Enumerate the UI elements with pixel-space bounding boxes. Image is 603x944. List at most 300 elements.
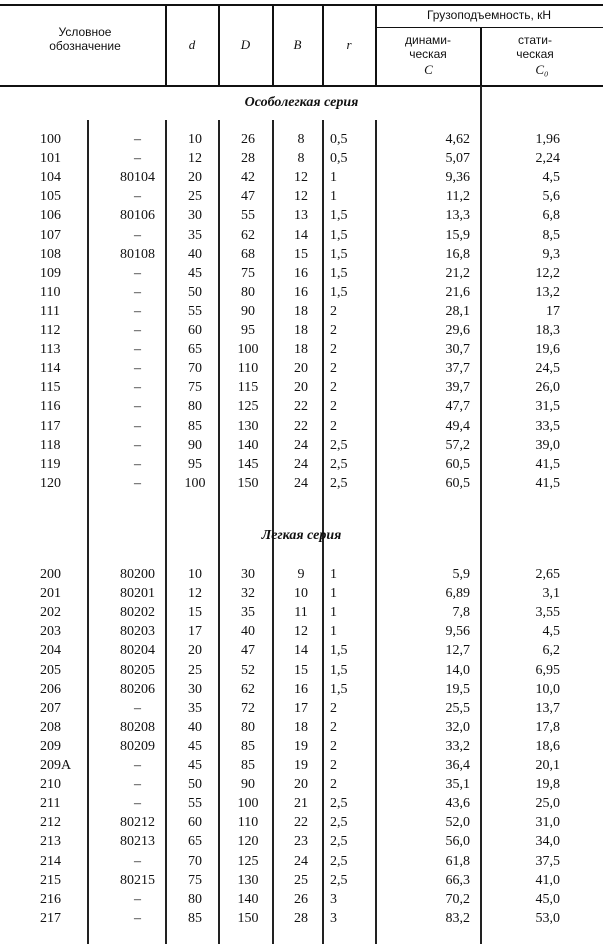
alt-designation-cell: – bbox=[134, 418, 141, 434]
static-C0-cell: 20,1 bbox=[535, 758, 560, 773]
d-cell: 70 bbox=[188, 361, 202, 377]
d-cell: 20 bbox=[188, 643, 202, 659]
static-C0-cell: 3,1 bbox=[542, 586, 560, 602]
static-C0-cell: 39,0 bbox=[535, 437, 560, 453]
d-cell: 45 bbox=[188, 758, 202, 773]
dynamic-C-cell: 16,8 bbox=[445, 246, 470, 262]
B-cell: 19 bbox=[294, 738, 308, 754]
alt-designation-cell: – bbox=[134, 758, 141, 773]
designation-cell: 104 bbox=[40, 170, 61, 186]
r-cell: 2 bbox=[330, 323, 337, 338]
header-D: D bbox=[240, 37, 251, 52]
d-cell: 95 bbox=[188, 456, 202, 472]
alt-designation-cell: – bbox=[134, 189, 141, 205]
D-cell: 30 bbox=[241, 567, 255, 582]
dynamic-C-cell: 25,5 bbox=[445, 700, 470, 716]
B-cell: 21 bbox=[294, 796, 308, 812]
dynamic-C-cell: 36,4 bbox=[445, 758, 470, 773]
r-cell: 2,5 bbox=[330, 815, 348, 831]
static-C0-cell: 26,0 bbox=[535, 380, 560, 396]
B-cell: 12 bbox=[294, 624, 308, 640]
D-cell: 75 bbox=[241, 265, 255, 281]
D-cell: 140 bbox=[237, 891, 259, 907]
dynamic-C-cell: 60,5 bbox=[445, 475, 470, 491]
header-dynamic-symbol: C bbox=[424, 62, 433, 77]
B-cell: 14 bbox=[294, 643, 308, 659]
B-cell: 24 bbox=[294, 475, 308, 491]
static-C0-cell: 34,0 bbox=[535, 834, 560, 850]
D-cell: 100 bbox=[237, 342, 259, 358]
table-row bbox=[0, 909, 603, 928]
header-d: d bbox=[188, 37, 196, 52]
header-capacity: Грузоподъемность, кН bbox=[426, 8, 552, 22]
r-cell: 1 bbox=[330, 567, 337, 582]
dynamic-C-cell: 47,7 bbox=[445, 399, 470, 415]
D-cell: 85 bbox=[241, 758, 255, 773]
designation-cell: 101 bbox=[40, 151, 61, 167]
D-cell: 100 bbox=[237, 796, 259, 812]
d-cell: 25 bbox=[188, 189, 202, 205]
B-cell: 23 bbox=[294, 834, 308, 850]
d-cell: 12 bbox=[188, 151, 202, 167]
B-cell: 20 bbox=[294, 380, 308, 396]
dynamic-C-cell: 14,0 bbox=[445, 662, 470, 678]
alt-designation-cell: – bbox=[134, 361, 141, 377]
r-cell: 2,5 bbox=[330, 872, 348, 888]
designation-cell: 209 bbox=[40, 738, 61, 754]
d-cell: 10 bbox=[188, 132, 202, 147]
header-col-line-6 bbox=[480, 27, 482, 86]
B-cell: 16 bbox=[294, 284, 308, 300]
designation-cell: 112 bbox=[40, 323, 61, 338]
d-cell: 85 bbox=[188, 910, 202, 926]
B-cell: 20 bbox=[294, 777, 308, 793]
alt-designation-cell: – bbox=[134, 700, 141, 716]
alt-designation-cell: – bbox=[134, 777, 141, 793]
dynamic-C-cell: 39,7 bbox=[445, 380, 470, 396]
designation-cell: 113 bbox=[40, 342, 61, 358]
table-row bbox=[0, 775, 603, 794]
B-cell: 13 bbox=[294, 208, 308, 224]
table-row bbox=[0, 168, 603, 187]
B-cell: 16 bbox=[294, 265, 308, 281]
B-cell: 24 bbox=[294, 437, 308, 453]
D-cell: 110 bbox=[237, 361, 259, 377]
r-cell: 2 bbox=[330, 738, 337, 754]
dynamic-C-cell: 11,2 bbox=[446, 189, 470, 205]
B-cell: 18 bbox=[294, 303, 308, 319]
header-bottom-rule bbox=[0, 85, 603, 87]
designation-cell: 205 bbox=[40, 662, 61, 678]
dynamic-C-cell: 12,7 bbox=[445, 643, 470, 659]
designation-cell: 108 bbox=[40, 246, 61, 262]
dynamic-C-cell: 29,6 bbox=[445, 323, 470, 338]
table-row bbox=[0, 699, 603, 718]
r-cell: 3 bbox=[330, 910, 337, 926]
static-C0-cell: 2,65 bbox=[535, 567, 560, 582]
B-cell: 20 bbox=[294, 361, 308, 377]
D-cell: 150 bbox=[237, 475, 259, 491]
D-cell: 47 bbox=[241, 189, 255, 205]
designation-cell: 109 bbox=[40, 265, 61, 281]
d-cell: 12 bbox=[188, 586, 202, 602]
D-cell: 85 bbox=[241, 738, 255, 754]
r-cell: 1,5 bbox=[330, 208, 348, 224]
d-cell: 30 bbox=[188, 681, 202, 697]
D-cell: 28 bbox=[241, 151, 255, 167]
table-row bbox=[0, 302, 603, 321]
r-cell: 2,5 bbox=[330, 853, 348, 869]
d-cell: 85 bbox=[188, 418, 202, 434]
d-cell: 60 bbox=[188, 815, 202, 831]
static-C0-cell: 24,5 bbox=[535, 361, 560, 377]
d-cell: 80 bbox=[188, 399, 202, 415]
dynamic-C-cell: 6,89 bbox=[445, 586, 470, 602]
table-row bbox=[0, 832, 603, 851]
B-cell: 15 bbox=[294, 246, 308, 262]
static-C0-cell: 6,95 bbox=[535, 662, 560, 678]
table-row bbox=[0, 890, 603, 909]
table-row bbox=[0, 264, 603, 283]
d-cell: 70 bbox=[188, 853, 202, 869]
header-B: B bbox=[293, 37, 302, 52]
designation-cell: 206 bbox=[40, 681, 61, 697]
table-row bbox=[0, 737, 603, 756]
D-cell: 62 bbox=[241, 681, 255, 697]
alt-designation-cell: – bbox=[134, 284, 141, 300]
designation-cell: 200 bbox=[40, 567, 61, 582]
dynamic-C-cell: 70,2 bbox=[445, 891, 470, 907]
static-C0-cell: 6,8 bbox=[542, 208, 560, 224]
d-cell: 75 bbox=[188, 380, 202, 396]
static-C0-cell: 17,8 bbox=[535, 719, 560, 735]
d-cell: 90 bbox=[188, 437, 202, 453]
dynamic-C-cell: 83,2 bbox=[445, 910, 470, 926]
B-cell: 16 bbox=[294, 681, 308, 697]
d-cell: 40 bbox=[188, 246, 202, 262]
alt-designation-cell: 80209 bbox=[120, 738, 155, 754]
r-cell: 2,5 bbox=[330, 475, 348, 491]
header-static-label: стати-ческая bbox=[516, 33, 554, 61]
r-cell: 1 bbox=[330, 624, 337, 640]
D-cell: 68 bbox=[241, 246, 255, 262]
table-row bbox=[0, 794, 603, 813]
static-C0-cell: 4,5 bbox=[542, 624, 560, 640]
table-row bbox=[0, 852, 603, 871]
r-cell: 1,5 bbox=[330, 643, 348, 659]
static-C0-cell: 5,6 bbox=[542, 189, 560, 205]
alt-designation-cell: – bbox=[134, 323, 141, 338]
d-cell: 10 bbox=[188, 567, 202, 582]
designation-cell: 209A bbox=[40, 758, 72, 773]
table-row bbox=[0, 417, 603, 436]
table-row bbox=[0, 565, 603, 584]
r-cell: 2 bbox=[330, 777, 337, 793]
designation-cell: 115 bbox=[40, 380, 61, 396]
designation-cell: 210 bbox=[40, 777, 61, 793]
D-cell: 120 bbox=[237, 834, 259, 850]
alt-designation-cell: 80204 bbox=[120, 643, 155, 659]
alt-designation-cell: 80104 bbox=[120, 170, 155, 186]
alt-designation-cell: – bbox=[134, 265, 141, 281]
B-cell: 22 bbox=[294, 418, 308, 434]
series-title: Легкая серия bbox=[261, 528, 342, 543]
B-cell: 24 bbox=[294, 853, 308, 869]
alt-designation-cell: 80205 bbox=[120, 662, 155, 678]
alt-designation-cell: – bbox=[134, 853, 141, 869]
r-cell: 2 bbox=[330, 758, 337, 773]
static-C0-cell: 13,7 bbox=[535, 700, 560, 716]
table-row bbox=[0, 474, 603, 493]
B-cell: 12 bbox=[294, 170, 308, 186]
r-cell: 2,5 bbox=[330, 456, 348, 472]
static-C0-cell: 53,0 bbox=[535, 910, 560, 926]
r-cell: 2 bbox=[330, 399, 337, 415]
static-C0-cell: 33,5 bbox=[535, 418, 560, 434]
r-cell: 2,5 bbox=[330, 437, 348, 453]
table-row bbox=[0, 321, 603, 340]
static-C0-cell: 1,96 bbox=[535, 132, 560, 147]
B-cell: 11 bbox=[294, 605, 308, 621]
series-title: Особолегкая серия bbox=[244, 95, 359, 110]
B-cell: 19 bbox=[294, 758, 308, 773]
d-cell: 17 bbox=[188, 624, 202, 640]
r-cell: 0,5 bbox=[330, 132, 348, 147]
r-cell: 0,5 bbox=[330, 151, 348, 167]
r-cell: 1,5 bbox=[330, 246, 348, 262]
d-cell: 55 bbox=[188, 303, 202, 319]
alt-designation-cell: 80206 bbox=[120, 681, 155, 697]
designation-cell: 207 bbox=[40, 700, 61, 716]
B-cell: 10 bbox=[294, 586, 308, 602]
D-cell: 150 bbox=[237, 910, 259, 926]
static-C0-cell: 41,5 bbox=[535, 475, 560, 491]
D-cell: 145 bbox=[237, 456, 259, 472]
alt-designation-cell: – bbox=[134, 151, 141, 167]
d-cell: 30 bbox=[188, 208, 202, 224]
dynamic-C-cell: 30,7 bbox=[445, 342, 470, 358]
r-cell: 2 bbox=[330, 380, 337, 396]
D-cell: 55 bbox=[241, 208, 255, 224]
static-C0-cell: 31,0 bbox=[535, 815, 560, 831]
r-cell: 1 bbox=[330, 189, 337, 205]
D-cell: 80 bbox=[241, 284, 255, 300]
d-cell: 50 bbox=[188, 777, 202, 793]
alt-designation-cell: 80212 bbox=[120, 815, 155, 831]
static-C0-cell: 37,5 bbox=[535, 853, 560, 869]
designation-cell: 105 bbox=[40, 189, 61, 205]
static-C0-cell: 19,8 bbox=[535, 777, 560, 793]
static-C0-cell: 13,2 bbox=[535, 284, 560, 300]
alt-designation-cell: – bbox=[134, 342, 141, 358]
static-C0-cell: 10,0 bbox=[535, 681, 560, 697]
r-cell: 2 bbox=[330, 342, 337, 358]
r-cell: 2 bbox=[330, 303, 337, 319]
table-row bbox=[0, 359, 603, 378]
d-cell: 45 bbox=[188, 265, 202, 281]
designation-cell: 117 bbox=[40, 418, 61, 434]
table-row bbox=[0, 871, 603, 890]
r-cell: 2 bbox=[330, 719, 337, 735]
r-cell: 1,5 bbox=[330, 284, 348, 300]
B-cell: 18 bbox=[294, 719, 308, 735]
r-cell: 2 bbox=[330, 418, 337, 434]
d-cell: 75 bbox=[188, 872, 202, 888]
designation-cell: 211 bbox=[40, 796, 61, 812]
designation-cell: 114 bbox=[40, 361, 61, 377]
dynamic-C-cell: 37,7 bbox=[445, 361, 470, 377]
table-row bbox=[0, 603, 603, 622]
designation-cell: 106 bbox=[40, 208, 61, 224]
dynamic-C-cell: 4,62 bbox=[445, 132, 470, 147]
designation-cell: 214 bbox=[40, 853, 61, 869]
B-cell: 9 bbox=[297, 567, 305, 582]
d-cell: 65 bbox=[188, 342, 202, 358]
D-cell: 140 bbox=[237, 437, 259, 453]
static-C0-cell: 12,2 bbox=[535, 265, 560, 281]
d-cell: 35 bbox=[188, 700, 202, 716]
B-cell: 15 bbox=[294, 662, 308, 678]
r-cell: 1,5 bbox=[330, 662, 348, 678]
header-top-rule bbox=[0, 4, 603, 6]
table-row bbox=[0, 661, 603, 680]
D-cell: 40 bbox=[241, 624, 255, 640]
table-row bbox=[0, 756, 603, 775]
designation-cell: 208 bbox=[40, 719, 61, 735]
table-row bbox=[0, 397, 603, 416]
table-row bbox=[0, 680, 603, 699]
designation-cell: 215 bbox=[40, 872, 61, 888]
dynamic-C-cell: 21,2 bbox=[445, 265, 470, 281]
dynamic-C-cell: 35,1 bbox=[445, 777, 470, 793]
dynamic-C-cell: 43,6 bbox=[445, 796, 470, 812]
d-cell: 65 bbox=[188, 834, 202, 850]
capacity-divider-rule bbox=[375, 27, 603, 28]
dynamic-C-cell: 15,9 bbox=[445, 227, 470, 243]
dynamic-C-cell: 9,56 bbox=[445, 624, 470, 640]
designation-cell: 216 bbox=[40, 891, 61, 907]
alt-designation-cell: – bbox=[134, 399, 141, 415]
alt-designation-cell: 80208 bbox=[120, 719, 155, 735]
alt-designation-cell: 80202 bbox=[120, 605, 155, 621]
D-cell: 110 bbox=[237, 815, 259, 831]
static-C0-cell: 4,5 bbox=[542, 170, 560, 186]
static-C0-cell: 6,2 bbox=[542, 643, 560, 659]
designation-cell: 107 bbox=[40, 227, 61, 243]
B-cell: 24 bbox=[294, 456, 308, 472]
B-cell: 18 bbox=[294, 342, 308, 358]
d-cell: 40 bbox=[188, 719, 202, 735]
static-C0-cell: 18,6 bbox=[535, 738, 560, 754]
dynamic-C-cell: 66,3 bbox=[445, 872, 470, 888]
D-cell: 26 bbox=[241, 132, 255, 147]
d-cell: 100 bbox=[184, 475, 206, 491]
alt-designation-cell: 80106 bbox=[120, 208, 155, 224]
designation-cell: 111 bbox=[40, 303, 60, 319]
dynamic-C-cell: 28,1 bbox=[445, 303, 470, 319]
alt-designation-cell: – bbox=[134, 227, 141, 243]
alt-designation-cell: – bbox=[134, 303, 141, 319]
r-cell: 3 bbox=[330, 891, 337, 907]
designation-cell: 203 bbox=[40, 624, 61, 640]
D-cell: 90 bbox=[241, 777, 255, 793]
table-row bbox=[0, 340, 603, 359]
table-row bbox=[0, 436, 603, 455]
r-cell: 1,5 bbox=[330, 681, 348, 697]
static-C0-cell: 9,3 bbox=[542, 246, 560, 262]
designation-cell: 213 bbox=[40, 834, 61, 850]
d-cell: 35 bbox=[188, 227, 202, 243]
designation-cell: 118 bbox=[40, 437, 61, 453]
alt-designation-cell: 80213 bbox=[120, 834, 155, 850]
static-C0-cell: 41,0 bbox=[535, 872, 560, 888]
table-row bbox=[0, 187, 603, 206]
table-row bbox=[0, 641, 603, 660]
header-static-symbol: C₀ bbox=[535, 62, 549, 77]
B-cell: 14 bbox=[294, 227, 308, 243]
D-cell: 90 bbox=[241, 303, 255, 319]
table-row bbox=[0, 226, 603, 245]
B-cell: 22 bbox=[294, 399, 308, 415]
r-cell: 1 bbox=[330, 605, 337, 621]
B-cell: 17 bbox=[294, 700, 308, 716]
r-cell: 1 bbox=[330, 586, 337, 602]
alt-designation-cell: – bbox=[134, 380, 141, 396]
static-C0-cell: 19,6 bbox=[535, 342, 560, 358]
D-cell: 35 bbox=[241, 605, 255, 621]
alt-designation-cell: – bbox=[134, 456, 141, 472]
header-r: r bbox=[346, 37, 352, 52]
alt-designation-cell: – bbox=[134, 796, 141, 812]
dynamic-C-cell: 13,3 bbox=[445, 208, 470, 224]
d-cell: 25 bbox=[188, 662, 202, 678]
dynamic-C-cell: 7,8 bbox=[452, 605, 470, 621]
table-row bbox=[0, 378, 603, 397]
table-row bbox=[0, 283, 603, 302]
d-cell: 55 bbox=[188, 796, 202, 812]
r-cell: 1 bbox=[330, 170, 337, 186]
alt-designation-cell: 80201 bbox=[120, 586, 155, 602]
static-C0-cell: 8,5 bbox=[542, 227, 560, 243]
header-designation: Условное обозначение bbox=[49, 25, 121, 53]
static-C0-cell: 41,5 bbox=[535, 456, 560, 472]
d-cell: 45 bbox=[188, 738, 202, 754]
alt-designation-cell: – bbox=[134, 437, 141, 453]
designation-cell: 212 bbox=[40, 815, 61, 831]
D-cell: 115 bbox=[237, 380, 259, 396]
dynamic-C-cell: 57,2 bbox=[445, 437, 470, 453]
r-cell: 2,5 bbox=[330, 796, 348, 812]
B-cell: 28 bbox=[294, 910, 308, 926]
table-row bbox=[0, 206, 603, 225]
table-row bbox=[0, 149, 603, 168]
dynamic-C-cell: 5,9 bbox=[452, 567, 470, 582]
alt-designation-cell: 80203 bbox=[120, 624, 155, 640]
D-cell: 130 bbox=[237, 418, 259, 434]
D-cell: 42 bbox=[241, 170, 255, 186]
r-cell: 2,5 bbox=[330, 834, 348, 850]
designation-cell: 204 bbox=[40, 643, 61, 659]
d-cell: 20 bbox=[188, 170, 202, 186]
designation-cell: 116 bbox=[40, 399, 61, 415]
alt-designation-cell: – bbox=[134, 910, 141, 926]
D-cell: 72 bbox=[241, 700, 255, 716]
B-cell: 8 bbox=[297, 132, 305, 147]
static-C0-cell: 3,55 bbox=[535, 605, 560, 621]
dynamic-C-cell: 60,5 bbox=[445, 456, 470, 472]
B-cell: 22 bbox=[294, 815, 308, 831]
table-row bbox=[0, 813, 603, 832]
